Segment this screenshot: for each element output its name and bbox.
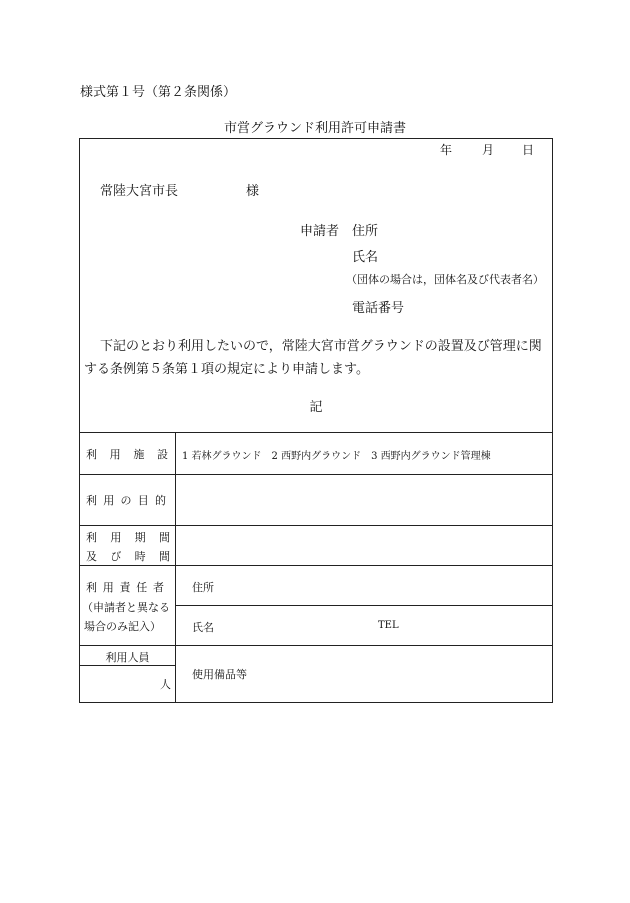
row-line-3b <box>175 605 552 606</box>
date-month: 月 <box>482 143 495 157</box>
facility-options: 1 若林グラウンド 2 西野内グラウンド 3 西野内グラウンド管理棟 <box>182 451 491 462</box>
date-year: 年 <box>440 143 453 157</box>
body-text-line1: 下記のとおり利用したいので，常陸大宮市営グラウンドの設置及び管理に関 <box>100 339 542 354</box>
equipment-label: 使用備品等 <box>192 668 247 681</box>
applicant-address-label: 住所 <box>352 224 379 239</box>
row-line-4 <box>80 645 552 646</box>
table-top-line <box>80 432 552 433</box>
facility-label: 利 用 施 設 <box>86 448 168 461</box>
manager-label-line3: 場合のみ記入） <box>84 620 161 633</box>
addressee-honorific: 様 <box>246 184 260 199</box>
applicant-group-note: （団体の場合は，団体名及び代表者名） <box>346 273 544 286</box>
people-unit: 人 <box>160 678 171 691</box>
manager-tel-label: TEL <box>378 620 399 631</box>
period-label-line2: 及 び 時 間 <box>86 550 170 563</box>
form-number: 様式第１号（第２条関係） <box>80 85 237 100</box>
manager-label-line2: （申請者と異なる <box>82 601 170 614</box>
manager-address-label: 住所 <box>192 581 214 594</box>
row-line-people <box>80 665 175 666</box>
ki-heading: 記 <box>309 400 323 415</box>
period-field[interactable] <box>176 526 552 565</box>
applicant-label: 申請者 <box>300 224 340 239</box>
manager-label-line1: 利 用 責 任 者 <box>86 581 164 594</box>
manager-name-label: 氏名 <box>192 621 214 634</box>
column-divider <box>175 432 176 702</box>
people-label: 利用人員 <box>105 651 150 664</box>
purpose-field[interactable] <box>176 475 552 525</box>
date-day: 日 <box>522 143 535 157</box>
row-line-3 <box>80 565 552 566</box>
addressee-name: 常陸大宮市長 <box>100 184 179 199</box>
period-label-line1: 利 用 期 間 <box>86 531 170 544</box>
form-box <box>79 138 553 703</box>
form-title: 市営グラウンド利用許可申請書 <box>223 121 406 136</box>
purpose-label: 利 用 の 目 的 <box>86 494 166 507</box>
applicant-name-label: 氏名 <box>352 250 379 265</box>
applicant-phone-label: 電話番号 <box>352 301 405 316</box>
body-text-line2: する条例第５条第１項の規定により申請します。 <box>84 362 369 377</box>
